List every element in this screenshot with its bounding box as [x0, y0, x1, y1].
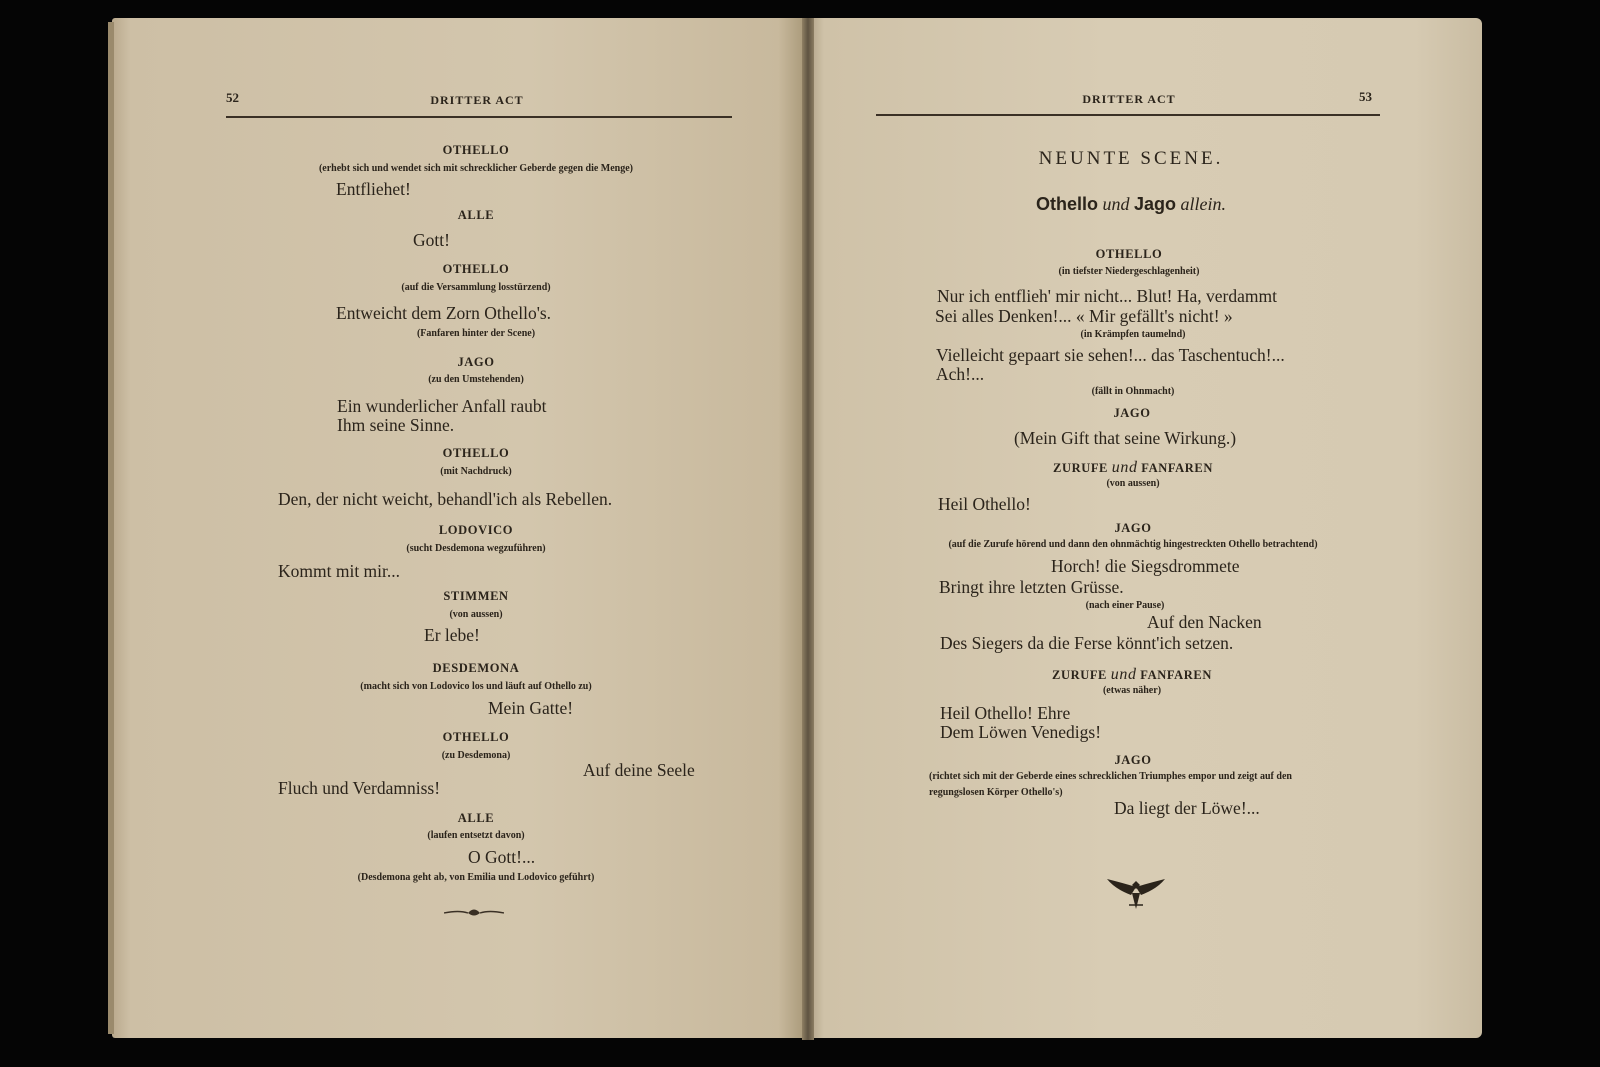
verse-line: Mein Gatte!	[488, 698, 574, 718]
speaker-othello: OTHELLO	[442, 446, 510, 460]
verse-line: Entfliehet!	[336, 179, 411, 199]
running-header-left: DRITTER ACT	[430, 93, 524, 107]
verse-line: Dem Löwen Venedigs!	[940, 722, 1102, 742]
verse-line: Den, der nicht weicht, behandl'ich als Rebellen.	[278, 489, 613, 509]
character-name: Jago	[1133, 194, 1177, 214]
verse-line: Gott!	[413, 230, 450, 250]
speaker-zurufe-fanfaren	[1052, 666, 1212, 684]
stage-direction: (etwas näher)	[1102, 685, 1162, 696]
speaker-othello: OTHELLO	[1095, 247, 1163, 261]
stage-direction: (nach einer Pause)	[1085, 600, 1165, 611]
stage-direction: (zu den Umstehenden)	[428, 374, 524, 385]
stage-direction: (richtet sich mit der Geberde eines schrecklichen Triumphes empor und zeigt auf den	[929, 771, 1292, 782]
verse-line: Horch! die Siegsdrommete	[1051, 556, 1240, 576]
speaker-jago: JAGO	[457, 355, 495, 369]
speaker-jago: JAGO	[1114, 753, 1152, 767]
verse-line: O Gott!...	[468, 847, 536, 867]
speaker-desdemona: DESDEMONA	[432, 661, 520, 675]
speaker-othello: OTHELLO	[442, 262, 510, 276]
ornament-divider	[444, 906, 504, 918]
page-edge	[108, 22, 114, 1034]
verse-line: Heil Othello! Ehre	[940, 703, 1071, 723]
speaker-part: FANFAREN	[1140, 668, 1212, 682]
speaker-zurufe-fanfaren	[1053, 459, 1213, 477]
scene-title: NEUNTE SCENE.	[1038, 148, 1224, 169]
stage-direction: (laufen entsetzt davon)	[427, 830, 525, 841]
verse-line: (Mein Gift that seine Wirkung.)	[1013, 428, 1237, 448]
verse-line: Bringt ihre letzten Grüsse.	[939, 577, 1124, 597]
scene-subtitle-tail: allein.	[1180, 194, 1227, 214]
stage-direction: regungslosen Körper Othello's)	[929, 787, 1063, 798]
stage-direction: (sucht Desdemona wegzuführen)	[406, 543, 546, 554]
stage-direction: (mit Nachdruck)	[440, 466, 512, 477]
verse-line: Ach!...	[936, 364, 985, 384]
speaker-othello: OTHELLO	[442, 730, 510, 744]
stage-direction: (auf die Versammlung losstürzend)	[401, 282, 551, 293]
scene-subtitle	[1036, 194, 1226, 215]
conjunction: und	[1102, 194, 1130, 214]
speaker-lodovico: LODOVICO	[438, 523, 514, 537]
speaker-conjunction: und	[1110, 666, 1137, 683]
verse-line: Heil Othello!	[938, 494, 1031, 514]
speaker-jago: JAGO	[1114, 521, 1152, 535]
verse-line: Ihm seine Sinne.	[337, 415, 455, 435]
stage-direction: (Desdemona geht ab, von Emilia und Lodovico geführt)	[357, 872, 595, 883]
running-header-right: DRITTER ACT	[1082, 92, 1176, 106]
verse-line: Fluch und Verdamniss!	[278, 778, 441, 798]
book-gutter	[802, 18, 814, 1040]
stage-direction: (in Krämpfen taumelnd)	[1080, 329, 1186, 340]
verse-line: Des Siegers da die Ferse könnt'ich setzen.	[940, 633, 1234, 653]
header-rule-right	[876, 114, 1380, 116]
stage-direction: (Fanfaren hinter der Scene)	[416, 328, 536, 339]
stage-direction: (macht sich von Lodovico los und läuft auf Othello zu)	[360, 681, 592, 692]
stage-direction: (in tiefster Niedergeschlagenheit)	[1058, 266, 1200, 277]
speaker-part: ZURUFE	[1052, 668, 1108, 682]
verse-line: Nur ich entflieh' mir nicht... Blut! Ha, verdammt	[937, 286, 1277, 306]
open-book	[112, 18, 1482, 1043]
stage-direction: (zu Desdemona)	[441, 750, 511, 761]
speaker-alle: ALLE	[457, 208, 495, 222]
speaker-part: ZURUFE	[1053, 461, 1109, 475]
speaker-part: FANFAREN	[1141, 461, 1213, 475]
speaker-conjunction: und	[1111, 459, 1138, 476]
stage-direction: (von aussen)	[449, 609, 503, 620]
stage-direction: (fällt in Ohnmacht)	[1091, 386, 1175, 397]
verse-line: Vielleicht gepaart sie sehen!... das Taschentuch!...	[936, 345, 1285, 365]
eagle-ornament	[1105, 875, 1167, 913]
speaker-stimmen: STIMMEN	[443, 589, 509, 603]
character-name: Othello	[1035, 194, 1098, 214]
stage-direction: (auf die Zurufe hörend und dann den ohnmächtig hingestreckten Othello betrachtend)	[948, 539, 1318, 550]
verse-line: Sei alles Denken!... « Mir gefällt's nicht! »	[935, 306, 1233, 326]
verse-line: Er lebe!	[424, 625, 480, 645]
verse-line: Da liegt der Löwe!...	[1114, 798, 1260, 818]
speaker-othello: OTHELLO	[442, 143, 510, 157]
stage-direction: (erhebt sich und wendet sich mit schrecklicher Geberde gegen die Menge)	[318, 163, 634, 174]
verse-line: Auf deine Seele	[583, 760, 695, 780]
page-number-right: 53	[1359, 89, 1372, 104]
verse-line: Ein wunderlicher Anfall raubt	[337, 396, 547, 416]
speaker-jago: JAGO	[1113, 406, 1151, 420]
verse-line: Auf den Nacken	[1147, 612, 1262, 632]
stage-direction: (von aussen)	[1106, 478, 1160, 489]
verse-line: Entweicht dem Zorn Othello's.	[336, 303, 552, 323]
speaker-alle: ALLE	[457, 811, 495, 825]
verse-line: Kommt mit mir...	[278, 561, 401, 581]
header-rule-left	[226, 116, 732, 118]
page-number-left: 52	[226, 90, 239, 105]
